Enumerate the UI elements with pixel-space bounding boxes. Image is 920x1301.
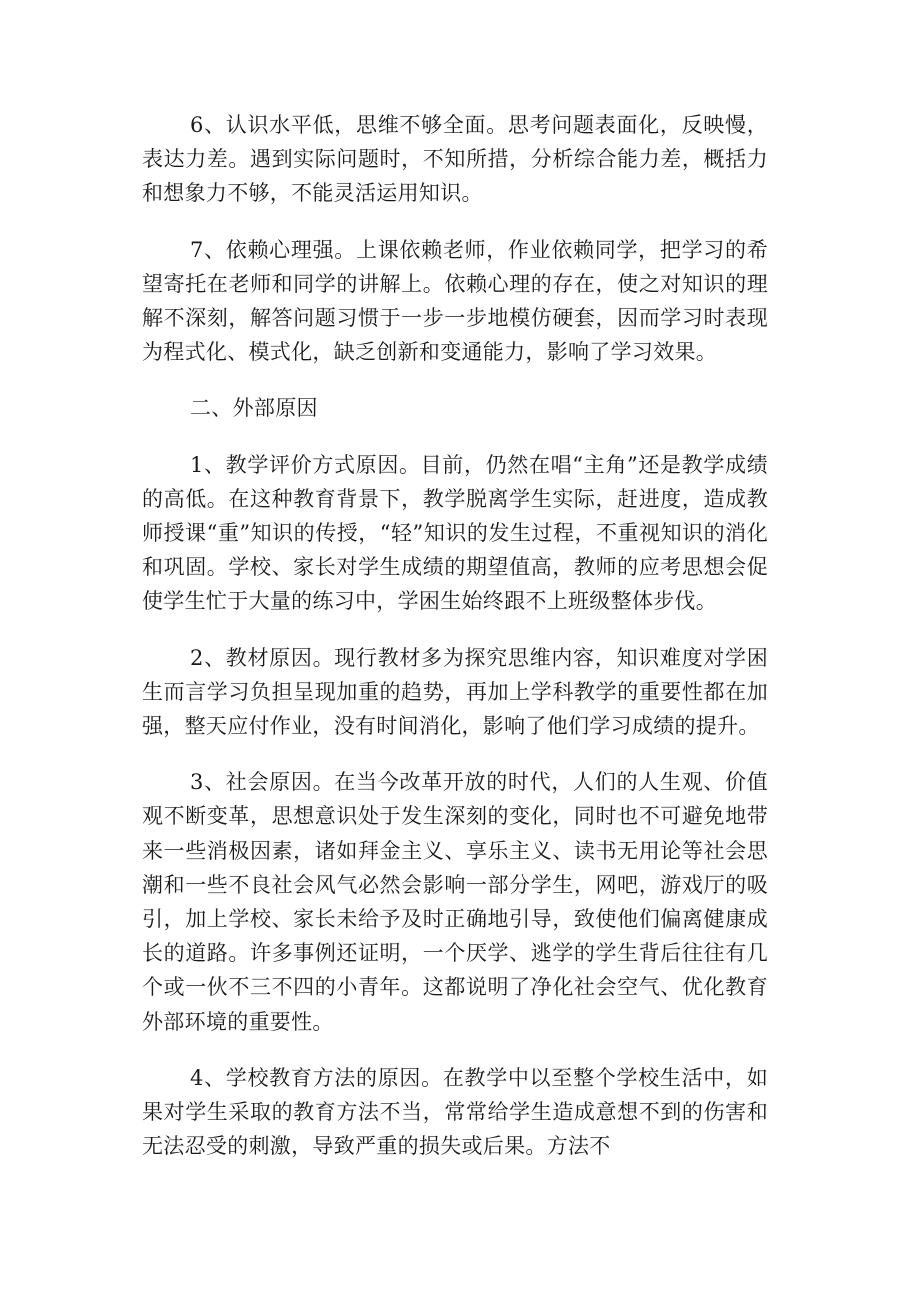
document-body (142, 108, 768, 1185)
section-heading-external-reasons: 二、外部原因 (190, 396, 318, 421)
paragraph-external-4: 4、学校教育方法的原因。在教学中以至整个学校生活中，如果对学生采取的教育方法不当，常常给学生造成意想不到的伤害和无法忍受的刺激，导致严重的损失或后果。方法不 (142, 1065, 768, 1159)
paragraph-item-6: 6、认识水平低，思维不够全面。思考问题表面化，反映慢，表达力差。遇到实际问题时，不知所措，分析综合能力差，概括力和想象力不够，不能灵活运用知识。 (142, 113, 768, 206)
paragraph-external-3: 3、社会原因。在当今改革开放的时代，人们的人生观、价值观不断变革，思想意识处于发生深刻的变化，同时也不可避免地带来一些消极因素，诸如拜金主义、享乐主义、读书无用论等社会思潮和一些不良社会风气必然会影响一部分学生，网吧，游戏厅的吸引，加上学校、家长未给予及时正确地引导，致使他们偏离健康成长的道路。许多事例还证明，一个厌学、逃学的学生背后往往有几个或一伙不三不四的小青年。这都说明了净化社会空气、优化教育外部环境的重要性。 (142, 770, 768, 1034)
paragraph-external-2: 2、教材原因。现行教材多为探究思维内容，知识难度对学困生而言学习负担呈现加重的趋势，再加上学科教学的重要性都在加强，整天应付作业，没有时间消化，影响了他们学习成绩的提升。 (142, 645, 768, 739)
paragraph-external-1: 1、教学评价方式原因。目前，仍然在唱“主角”还是教学成绩的高低。在这种教育背景下，教学脱离学生实际，赶进度，造成教师授课“重”知识的传授，“轻”知识的发生过程，不重视知识的消化和巩固。学校、家长对学生成绩的期望值高，教师的应考思想会促使学生忙于大量的练习中，学困生始终跟不上班级整体步伐。 (142, 452, 768, 614)
paragraph-item-7: 7、依赖心理强。上课依赖老师，作业依赖同学，把学习的希望寄托在老师和同学的讲解上。依赖心理的存在，使之对知识的理解不深刻，解答问题习惯于一步一步地模仿硬套，因而学习时表现为程式化、模式化，缺乏创新和变通能力，影响了学习效果。 (142, 237, 768, 365)
